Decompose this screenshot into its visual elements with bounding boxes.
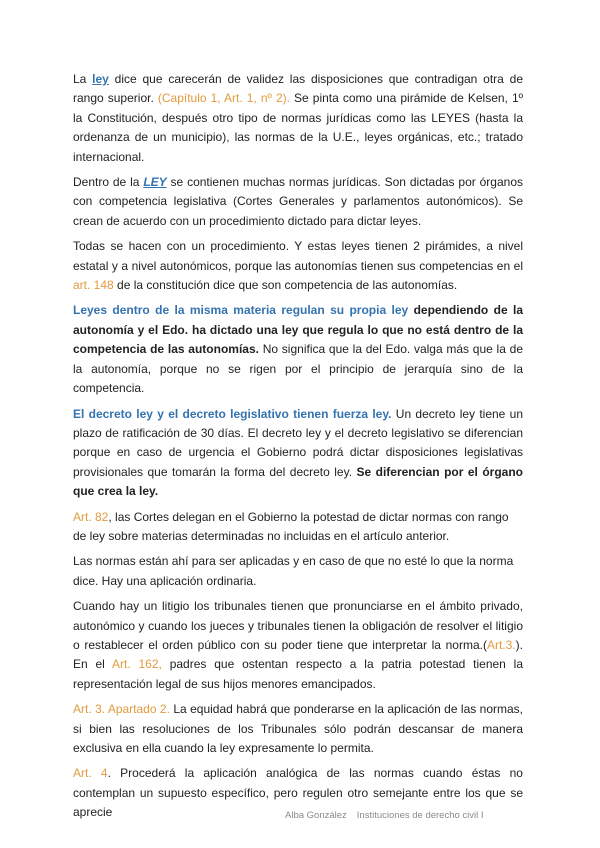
text: La equidad habrá que ponderarse en la aplicación de las normas, si bien las resoluciones de los Tribunales sólo podrán descansar de manera exclusiva en ella cuando la ley expresamente lo permita. [73, 702, 523, 755]
article-reference: Art. 3. Apartado 2. [73, 702, 170, 717]
ley-link[interactable]: ley [92, 72, 109, 86]
text: de la constitución dice que son competencia de las autonomías. [113, 278, 458, 293]
text: se contienen muchas normas jurídicas. Son dictadas por órganos con competencia legislativa (Cortes Generales y parlamentos autonómicos). Se crean de acuerdo con un procedimiento dictado para dictar leyes. [73, 175, 523, 228]
paragraph-6 [73, 508, 523, 547]
text: dice que carecerán de validez las disposiciones que contradigan otra de rango superior. [73, 72, 523, 106]
text: No significa que la del Edo. valga más que la de la autonomía, porque no se rigen por el principio de jerarquía sino de la competencia. [73, 342, 523, 396]
paragraph-8 [73, 597, 523, 694]
article-reference: (Capítulo 1, Art. 1, nº 2). [157, 91, 290, 106]
paragraph-9 [73, 700, 523, 758]
footer-course: Instituciones de derecho civil I [356, 810, 484, 821]
text: Todas se hacen con un procedimiento. Y estas leyes tienen 2 pirámides, a nivel estatal y a nivel autonómicos, porque las autonomías tienen sus competencias en el [73, 239, 523, 273]
text: Se pinta como una pirámide de Kelsen, 1º la Constitución, después otro tipo de normas jurídicas como las LEYES (hasta la ordenanza de un municipio), las normas de la U.E., leyes orgánicas, etc.; tratado internacional. [73, 91, 524, 164]
paragraph-4 [73, 301, 523, 398]
paragraph-1 [73, 70, 523, 167]
text: , las Cortes delegan en el Gobierno la potestad de dictar normas con rango de ley sobre materias determinadas no incluidas en el artículo anterior. [73, 509, 509, 543]
bold-text: dependiendo de la autonomía y el Edo. ha dictado una ley que regula lo que no está dentro de la competencia de las autonomías. [73, 303, 524, 357]
text: Las normas están ahí para ser aplicadas y en caso de que no esté lo que la norma dice. Hay una aplicación ordinaria. [73, 554, 514, 588]
paragraph-3 [73, 237, 523, 295]
article-reference: Art. 162, [112, 657, 162, 672]
article-reference: Art. 4 [73, 766, 108, 781]
paragraph-7 [73, 552, 523, 591]
text: Cuando hay un litigio los tribunales tienen que pronunciarse en el ámbito privado, autonómico y cuando los jueces y tribunales tienen la obligación de resolver el litigio o restablecer el orden público con su poder tiene que interpretar la norma.( [73, 599, 523, 652]
text: Un decreto ley tiene un plazo de ratificación de 30 días. El decreto ley y el decreto legislativo se diferencian porque en caso de urgencia el Gobierno podrá dictar disposiciones legislativas provisionales que tomarán la forma del decreto ley. [73, 406, 523, 479]
page-footer [285, 810, 484, 821]
footer-author: Alba González [285, 810, 347, 821]
bold-text: Se diferencian por el órgano que crea la ley. [73, 464, 523, 499]
paragraph-5 [73, 405, 523, 502]
text: . Procederá la aplicación analógica de las normas cuando éstas no contemplan un supuesto específico, pero regulen otro semejante entre los que se aprecie [73, 766, 523, 820]
article-reference: art. 148 [73, 278, 114, 293]
article-reference: Art. 82 [73, 509, 109, 524]
text: Dentro de la [73, 175, 144, 190]
text: La [73, 72, 93, 86]
text: ). En el [73, 637, 523, 672]
ley-link[interactable]: LEY [143, 175, 167, 190]
highlight-heading: Leyes dentro de la misma materia regulan su propia ley [73, 303, 409, 318]
document-body [73, 70, 523, 829]
article-reference: Art.3. [486, 637, 516, 652]
paragraph-2 [73, 173, 523, 231]
text: padres que ostentan respecto a la patria potestad tienen la representación legal de sus hijos menores emancipados. [73, 657, 524, 691]
highlight-heading: El decreto ley y el decreto legislativo tienen fuerza ley. [73, 406, 392, 421]
